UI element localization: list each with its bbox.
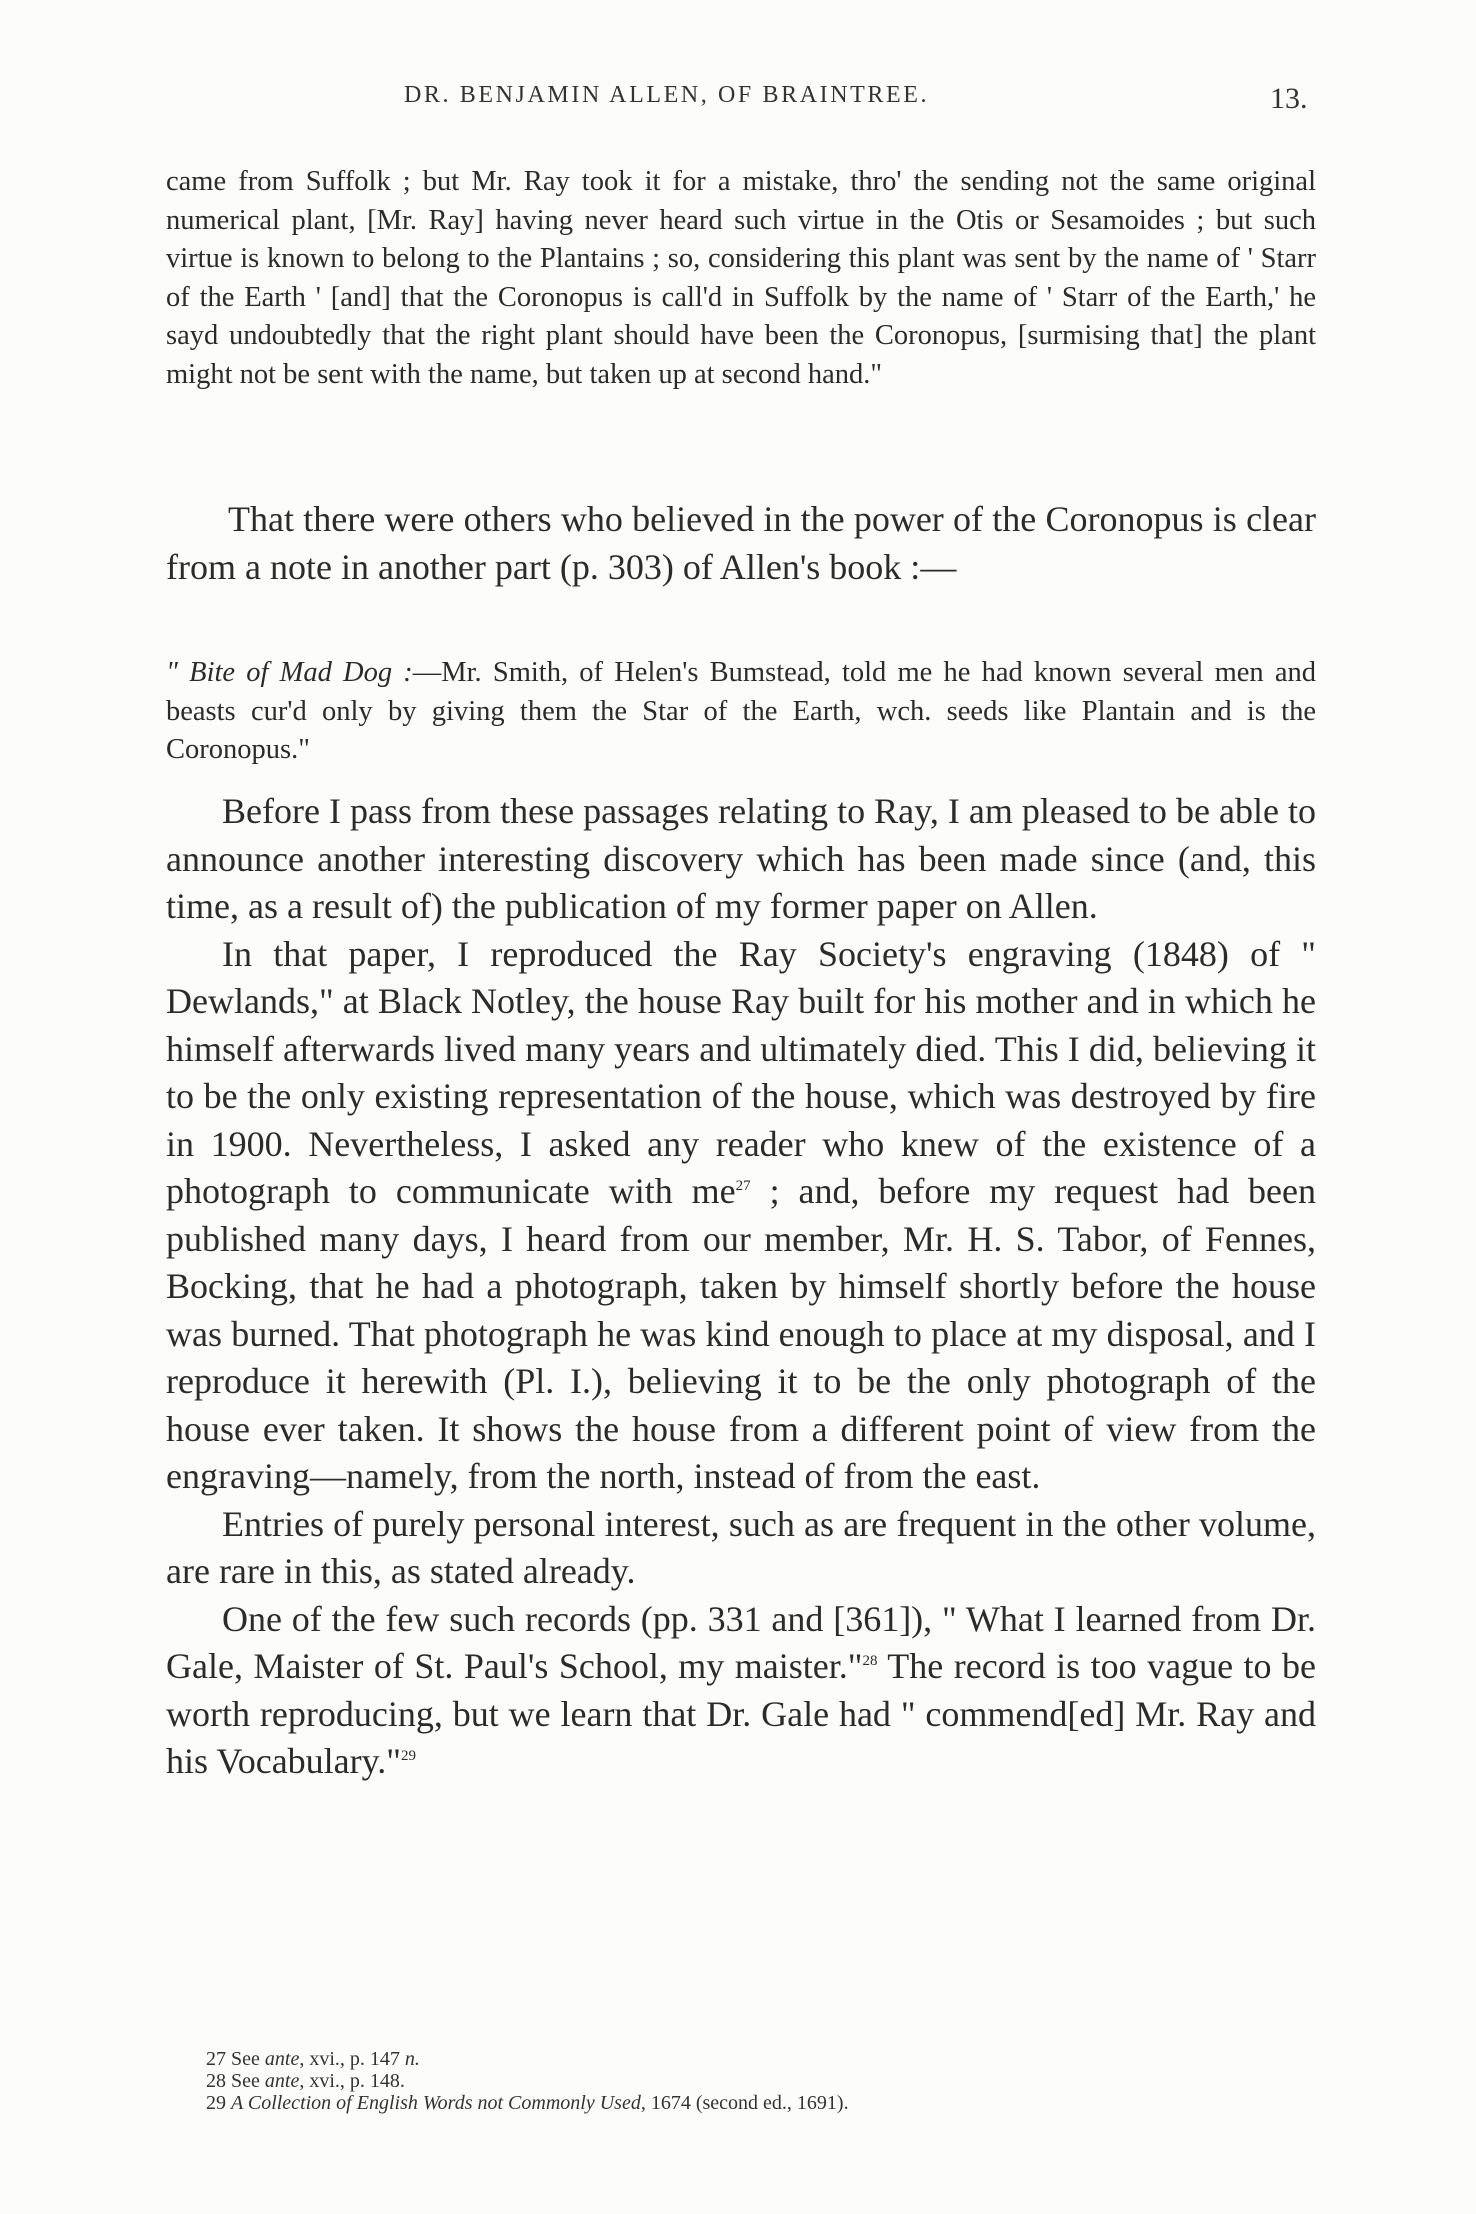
footnote-italic: ante [264,2048,300,2070]
running-title: DR. BENJAMIN ALLEN, OF BRAINTREE. [404,82,930,108]
footnote-italic: A Collection of English Words not Commonly Used [231,2092,641,2114]
footnote-reference[interactable]: 29 [401,1748,417,1764]
quotation-heading: " Bite of Mad Dog : [166,657,413,688]
footnote-29 [206,2092,1306,2114]
paragraph-that-there-were [166,496,1316,591]
footnote-reference[interactable]: 27 [735,1178,751,1194]
paragraph-text: ; and, before my request had been published many days, I heard from our member, Mr. H. S. Tabor, of Fennes, Bocking, that he had a photograph, taken by himself shortly before the house was burned. That photograph he was kind enough to place at my disposal, and I reproduce it herewith (Pl. I.), believing it to be the only photograph of the house ever taken. It shows the house from a different point of view from the engraving—namely, from the north, instead of from the east. [166,1171,1316,1496]
footnote-text: , xvi., p. 148. [299,2070,405,2092]
paragraph-text: The record is too vague to be worth reproducing, but we learn that Dr. Gale had " commend[ed] Mr. Ray and his Vocabulary." [166,1646,1316,1781]
footnote-italic: ante [264,2070,300,2092]
running-head [0,82,1476,122]
footnote-text: , xvi., p. 147 [299,2048,405,2070]
page-number: 13. [1270,82,1308,115]
footnote-text: , 1674 (second ed., 1691). [640,2092,849,2114]
paragraph-text: In that paper, I reproduced the Ray Society's engraving (1848) of " Dewlands," at Black Notley, the house Ray built for his mother and in which he himself afterwards lived many years and ultimately died. This I did, believing it to be the only existing representation of the house, which was destroyed by fire in 1900. Nevertheless, I asked any reader who knew of the existence of a photograph to communicate with me [166,933,1316,1211]
footnote-number: 29 [206,2092,226,2114]
footnote-text: See [231,2070,265,2092]
quotation-text [166,654,1316,770]
footnotes [206,2048,1306,2114]
paragraph-in-that-paper [166,931,1316,1501]
paragraph-before-i-pass: Before I pass from these passages relating to Ray, I am pleased to be able to announce another interesting discovery which has been made since (and, this time, as a result of) the publication of my former paper on Allen. [166,791,1316,926]
body-text [166,788,1316,1786]
quotation-block-2 [166,654,1316,770]
quotation-text: came from Suffolk ; but Mr. Ray took it for a mistake, thro' the sending not the same original numerical plant, [Mr. Ray] having never heard such virtue in the Otis or Sesamoides ; but such virtue is known to belong to the Plantains ; so, considering this plant was sent by the name of ' Starr of the Earth ' [and] that the Coronopus is call'd in Suffolk by the name of ' Starr of the Earth,' he sayd undoubtedly that the right plant should have been the Coronopus, [surmising that] the plant might not be sent with the name, but taken up at second hand." [166,166,1316,390]
paragraph-one-of-the-few [166,1596,1316,1786]
paragraph-entries: Entries of purely personal interest, such as are frequent in the other volume, are rare in this, as stated already. [166,1503,1316,1591]
footnote-28 [206,2070,1306,2092]
quotation-body: —Mr. Smith, of Helen's Bumstead, told me he had known several men and beasts cur'd only by giving them the Star of the Earth, wch. seeds like Plantain and is the Coronopus." [166,657,1316,765]
footnote-italic: n. [404,2048,420,2070]
paragraph-text: That there were others who believed in the power of the Coronopus is clear from a note in another part (p. 303) of Allen's book :— [166,499,1316,587]
footnote-number: 28 [206,2070,226,2092]
quotation-block-1 [166,163,1316,394]
footnote-reference[interactable]: 28 [862,1653,878,1669]
footnote-27 [206,2048,1306,2070]
paragraph-text: One of the few such records (pp. 331 and [361]), " What I learned from Dr. Gale, Maister of St. Paul's School, my maister." [166,1598,1316,1686]
footnote-text: See [231,2048,265,2070]
footnote-number: 27 [206,2048,226,2070]
